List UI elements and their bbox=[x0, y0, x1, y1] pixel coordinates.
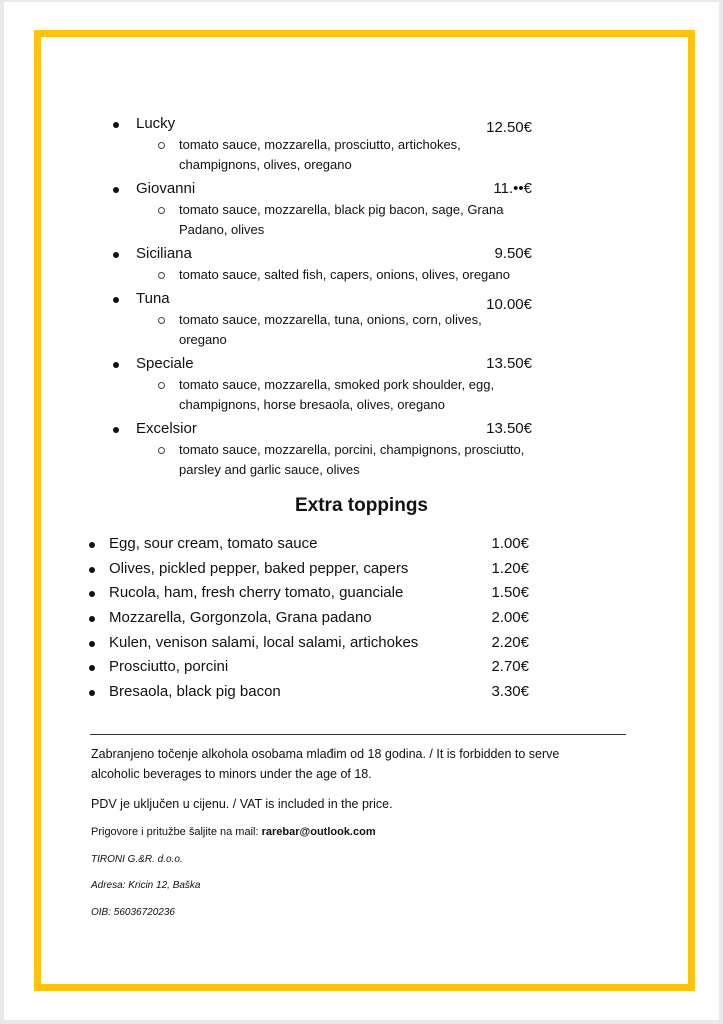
pizza-description: tomato sauce, mozzarella, black pig bacon, sage, Grana Padano, olives bbox=[179, 202, 504, 237]
topping-price: 1.20€ bbox=[491, 560, 529, 577]
sub-bullet-icon bbox=[158, 207, 165, 214]
complaints-notice bbox=[91, 822, 611, 842]
sub-bullet-icon bbox=[158, 272, 165, 279]
topping-price: 2.00€ bbox=[491, 609, 529, 626]
alcohol-notice: Zabranjeno točenje alkohola osobama mlađim od 18 godina. / It is forbidden to serve alcoholic beverages to minors under the age of 18. bbox=[91, 747, 560, 781]
company-name: TIRONI G.&R. d.o.o. bbox=[91, 854, 183, 865]
topping-label: Bresaola, black pig bacon bbox=[109, 683, 281, 700]
pizza-name: Speciale bbox=[136, 355, 194, 372]
sub-bullet-icon bbox=[158, 142, 165, 149]
bullet-icon bbox=[89, 690, 95, 696]
sub-bullet-icon bbox=[158, 382, 165, 389]
complaints-email: rarebar@outlook.com bbox=[261, 826, 376, 838]
topping-item bbox=[0, 607, 723, 631]
sub-bullet-icon bbox=[158, 447, 165, 454]
bullet-icon bbox=[113, 187, 119, 193]
pizza-price: 13.50€ bbox=[486, 355, 532, 372]
pizza-price: 11.••€ bbox=[493, 180, 532, 197]
topping-price: 3.30€ bbox=[491, 683, 529, 700]
pizza-name: Tuna bbox=[136, 290, 170, 307]
topping-price: 1.50€ bbox=[491, 584, 529, 601]
bullet-icon bbox=[89, 567, 95, 573]
pizza-price: 12.50€ bbox=[486, 119, 532, 136]
pizza-price: 10.00€ bbox=[486, 296, 532, 313]
topping-item bbox=[0, 582, 723, 606]
pizza-description: tomato sauce, mozzarella, porcini, champignons, prosciutto, parsley and garlic sauce, olives bbox=[179, 442, 525, 477]
bullet-icon bbox=[113, 122, 119, 128]
company-oib: OIB: 56036720236 bbox=[91, 907, 175, 918]
topping-item bbox=[0, 656, 723, 680]
bullet-icon bbox=[89, 542, 95, 548]
pizza-price: 13.50€ bbox=[486, 420, 532, 437]
topping-price: 1.00€ bbox=[491, 535, 529, 552]
topping-price: 2.20€ bbox=[491, 634, 529, 651]
pizza-name: Lucky bbox=[136, 115, 176, 132]
pizza-name: Excelsior bbox=[136, 420, 197, 437]
bullet-icon bbox=[113, 362, 119, 368]
footer-divider bbox=[90, 734, 626, 735]
bullet-icon bbox=[89, 616, 95, 622]
extra-toppings-heading bbox=[0, 494, 723, 518]
pizza-description: tomato sauce, salted fish, capers, onions, olives, oregano bbox=[179, 267, 510, 282]
pizza-name: Giovanni bbox=[136, 180, 196, 197]
topping-label: Prosciutto, porcini bbox=[109, 658, 229, 675]
topping-label: Rucola, ham, fresh cherry tomato, guanciale bbox=[109, 584, 404, 601]
topping-label: Olives, pickled pepper, baked pepper, capers bbox=[109, 560, 409, 577]
topping-item bbox=[0, 533, 723, 557]
bullet-icon bbox=[89, 591, 95, 597]
bullet-icon bbox=[113, 252, 119, 258]
topping-label: Mozzarella, Gorgonzola, Grana padano bbox=[109, 609, 372, 626]
topping-price: 2.70€ bbox=[491, 658, 529, 675]
pizza-description: tomato sauce, mozzarella, tuna, onions, corn, olives, oregano bbox=[179, 312, 482, 347]
pizza-price: 9.50€ bbox=[494, 245, 532, 262]
pizza-description: tomato sauce, mozzarella, prosciutto, artichokes, champignons, olives, oregano bbox=[179, 137, 461, 172]
company-address: Adresa: Kricin 12, Baška bbox=[91, 880, 201, 891]
sub-bullet-icon bbox=[158, 317, 165, 324]
bullet-icon bbox=[113, 297, 119, 303]
bullet-icon bbox=[89, 641, 95, 647]
pizza-name: Siciliana bbox=[136, 245, 192, 262]
extra-toppings-title: Extra toppings bbox=[294, 495, 428, 516]
topping-label: Kulen, venison salami, local salami, artichokes bbox=[109, 634, 419, 651]
topping-item bbox=[0, 558, 723, 582]
topping-item bbox=[0, 681, 723, 705]
vat-notice: PDV je uključen u cijenu. / VAT is included in the price. bbox=[91, 797, 393, 811]
topping-label: Egg, sour cream, tomato sauce bbox=[109, 535, 318, 552]
topping-item bbox=[0, 632, 723, 656]
bullet-icon bbox=[89, 665, 95, 671]
complaints-text: Prigovore i pritužbe šaljite na mail: bbox=[91, 826, 262, 838]
pizza-description: tomato sauce, mozzarella, smoked pork shoulder, egg, champignons, horse bresaola, olives, oregano bbox=[179, 377, 495, 412]
bullet-icon bbox=[113, 427, 119, 433]
